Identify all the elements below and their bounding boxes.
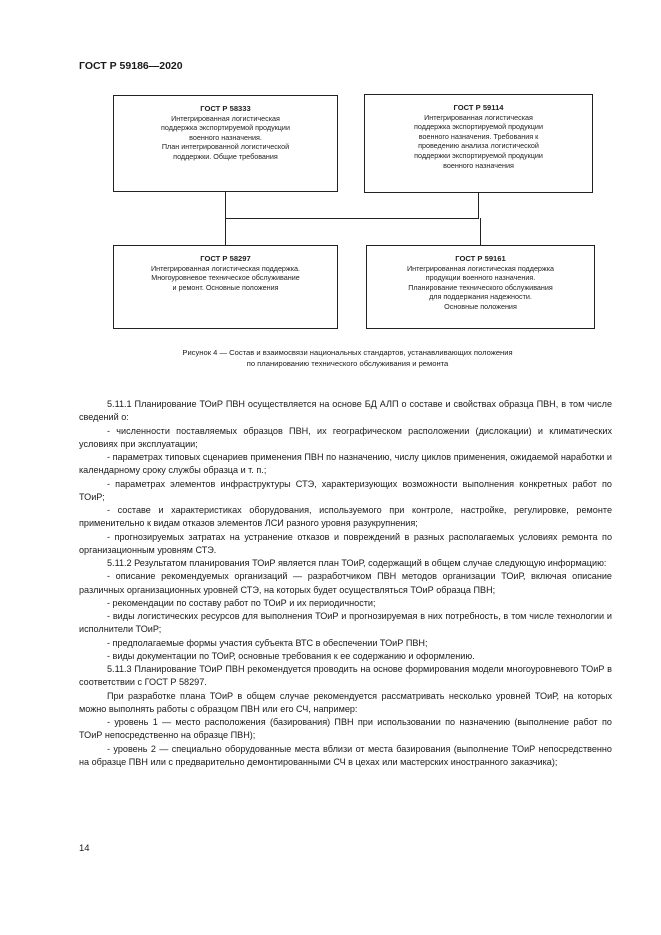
box-line: и ремонт. Основные положения [172, 282, 279, 292]
box-line: военного назначения. [189, 132, 262, 142]
box-title: ГОСТ Р 59161 [455, 254, 506, 263]
box-line: Интегрированная логистическая поддержка [406, 263, 555, 273]
box-line: поддержки экспортируемой продукции [414, 150, 543, 160]
box-line: Планирование технического обслуживания [408, 282, 553, 292]
figure-caption [100, 347, 595, 370]
box-line: Многоуровневое техническое обслуживание [151, 273, 300, 283]
paragraph: 5.11.1 Планирование ТОиР ПВН осуществляется на основе БД АЛП о составе и свойствах образца ПВН, в том числе сведений о: [79, 399, 612, 423]
box-line: продукции военного назначения. [425, 273, 536, 283]
list-item: - рекомендации по составу работ по ТОиР и их периодичности; [107, 597, 376, 608]
paragraph: 5.11.2 Результатом планирования ТОиР является план ТОиР, содержащий в общем случае следующую информацию: [107, 558, 607, 568]
body-text [79, 398, 612, 769]
list-item: - предполагаемые формы участия субъекта ВТС в обеспечении ТОиР ПВН; [107, 637, 428, 648]
box-title: ГОСТ Р 59114 [453, 103, 504, 112]
list-item: - составе и характеристиках оборудования, используемого при контроле, настройке, регулировке, ремонте применительно к видам отказов элементов ЛСИ разного уровня разукрупнения; [79, 505, 612, 529]
page-number: 14 [79, 843, 90, 854]
list-item: - параметрах типовых сценариев применения ПВН по назначению, числу циклов применения, ожидаемой наработки и календарному сроку службы образца и т. п.; [79, 452, 612, 476]
list-item: - уровень 1 — место расположения (базирования) ПВН при использовании по назначению (выполнение работ по ТОиР непосредственно на образце ПВН); [79, 717, 612, 741]
box-line: Интегрированная логистическая [171, 113, 280, 123]
connector-line [478, 193, 479, 219]
document-header: ГОСТ Р 59186—2020 [79, 60, 183, 72]
paragraph: При разработке плана ТОиР в общем случае рекомендуется рассматривать несколько уровней ТОиР, на которых можно выполнять работы с образцом ПВН или его СЧ, например: [79, 690, 612, 714]
box-line: военного назначения. Требования к [418, 131, 539, 141]
list-item: - параметрах элементов инфраструктуры СТЭ, характеризующих возможности выполнения конкретных работ по ТОиР; [79, 478, 612, 502]
list-item: - численности поставляемых образцов ПВН, их географическом расположении (дислокации) и климатических условиях при эксплуатации; [79, 425, 612, 449]
box-line: поддержка экспортируемой продукции [161, 123, 290, 133]
list-item: - описание рекомендуемых организаций — разработчиком ПВН методов организации ТОиР, включая описание различных организационных уровней СТЭ, на которых будет осуществляться ТОиР образца ПВН; [79, 571, 612, 595]
list-item: - виды логистических ресурсов для выполнения ТОиР и прогнозируемая в них потребность, в том числе технологии и исполнители ТОиР; [79, 611, 612, 635]
caption-line: Рисунок 4 — Состав и взаимосвязи национальных стандартов, устанавливающих положения [182, 348, 513, 357]
box-line: План интегрированной логистической [161, 142, 290, 152]
connector-line [225, 218, 226, 245]
box-line: поддержка экспортируемой продукции [414, 122, 543, 132]
standard-box-58297 [113, 245, 338, 329]
box-line: для поддержания надежности. [429, 292, 532, 302]
box-line: военного назначения [443, 160, 514, 170]
connector-line [225, 192, 226, 219]
box-line: Интегрированная логистическая [424, 112, 533, 122]
box-title: ГОСТ Р 58297 [200, 254, 251, 263]
standard-box-58333 [113, 95, 338, 192]
box-line: поддержки. Общие требования [173, 151, 278, 161]
connector-line [225, 218, 479, 219]
box-line: Основные положения [444, 301, 517, 311]
paragraph: 5.11.3 Планирование ТОиР ПВН рекомендуется проводить на основе формирования модели многоуровневого ТОиР в соответствии с ГОСТ Р 58297. [79, 664, 612, 688]
box-title: ГОСТ Р 58333 [200, 104, 251, 113]
list-item: - виды документации по ТОиР, основные требования к ее содержанию и оформлению. [107, 650, 475, 661]
standard-box-59114 [364, 94, 593, 193]
standard-box-59161 [366, 245, 595, 329]
box-line: проведению анализа логистической [418, 141, 539, 151]
list-item: - уровень 2 — специально оборудованные места вблизи от места базирования (выполнение ТОиР непосредственно на образце ПВН или с предварительно демонтированными СЧ в цехах или мастерских иностранного заказчика); [79, 743, 612, 767]
caption-line: по планированию технического обслуживания и ремонта [246, 359, 449, 369]
connector-line [480, 218, 481, 245]
list-item: - прогнозируемых затратах на устранение отказов и повреждений в разных располагаемых условиях ремонта по организационным уровням СТЭ. [79, 531, 612, 555]
box-line: Интегрированная логистическая поддержка. [150, 263, 301, 273]
